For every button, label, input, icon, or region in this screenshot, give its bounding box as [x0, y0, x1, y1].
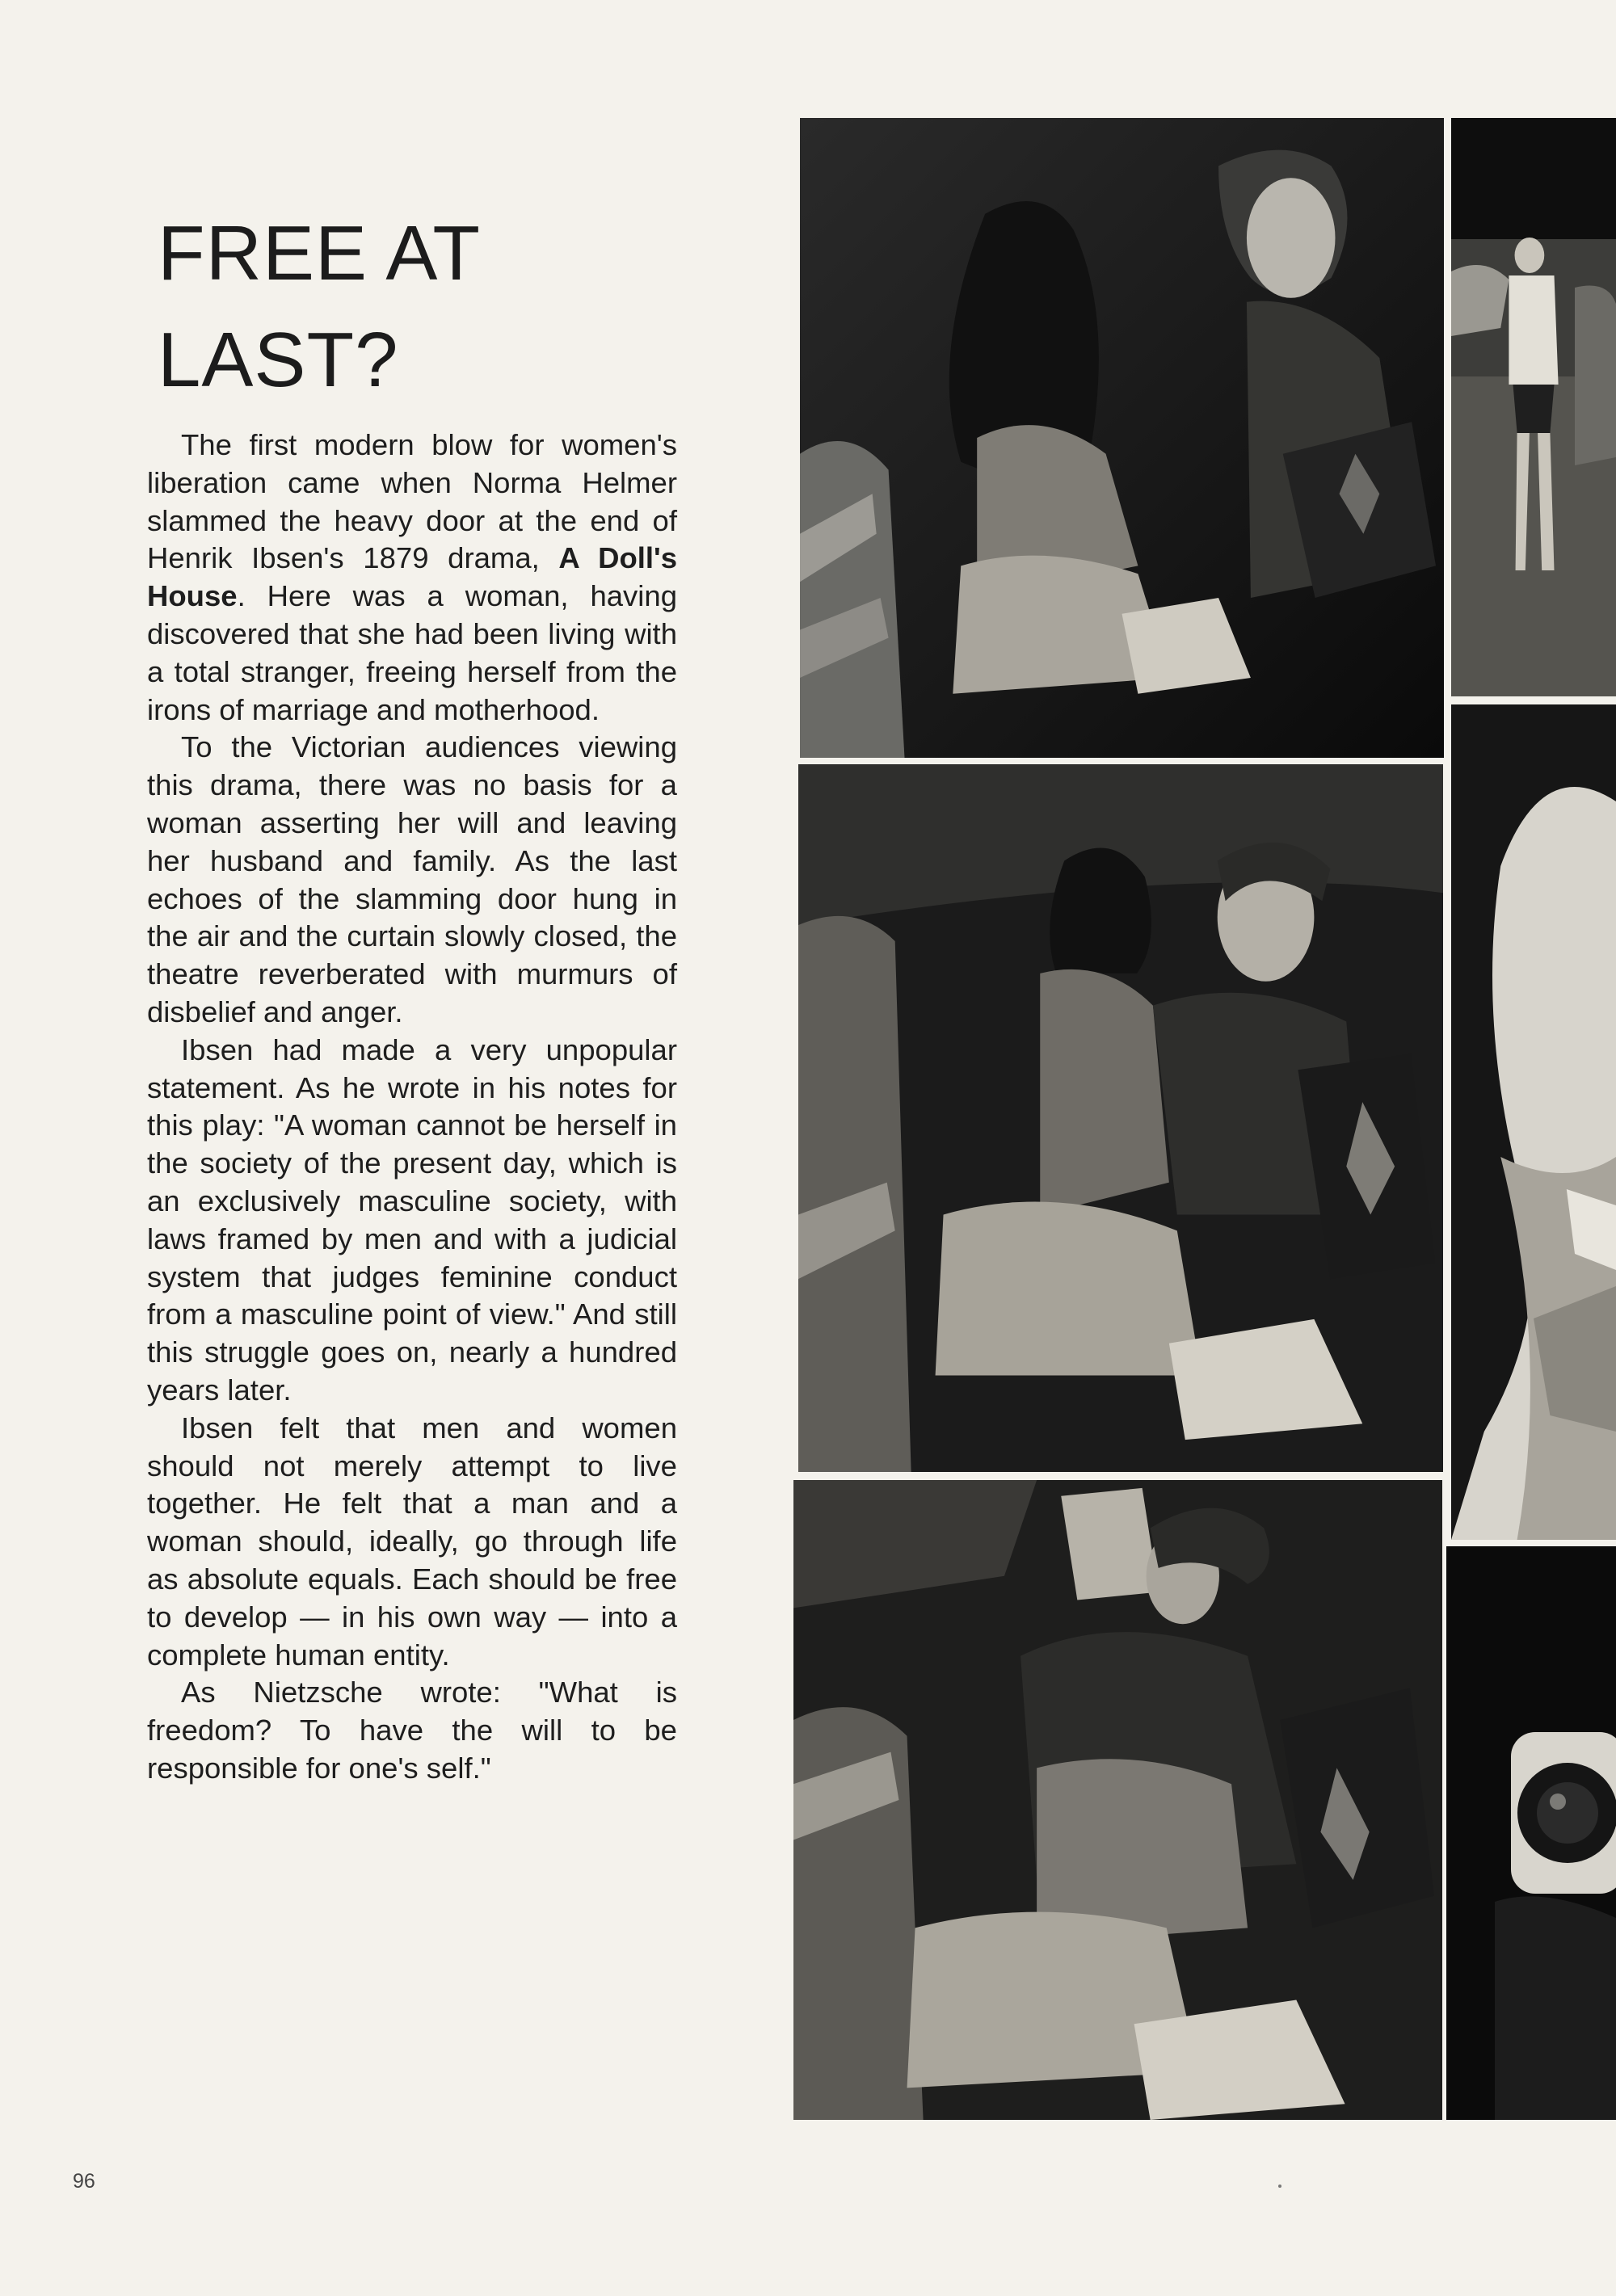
paragraph-text: The first modern blow for women's liberation came when Norma Helmer slammed the heavy door at the end of Henrik Ibsen's 1879 drama, — [147, 428, 677, 575]
headline-line-2: LAST? — [158, 317, 399, 403]
print-speck — [1278, 2185, 1281, 2188]
article-paragraph — [147, 427, 677, 729]
page-number: 96 — [73, 2170, 95, 2193]
photo-couple-2 — [798, 764, 1443, 1472]
paragraph-text: To the Victorian audiences viewing this drama, there was no basis for a woman asserting her will and leaving her husband and family. As the last echoes of the slamming door hung in the air and the curtain slowly closed, the theatre reverberated with murmurs of disbelief and anger. — [147, 730, 677, 1028]
headline-line-1: FREE AT — [158, 210, 481, 296]
photo-camera — [1446, 1546, 1616, 2120]
photo-couple-1 — [800, 118, 1444, 758]
article-paragraph — [147, 1032, 677, 1410]
article-paragraph — [147, 1674, 677, 1787]
headline — [158, 200, 610, 414]
article-body — [147, 427, 677, 1788]
article-paragraph — [147, 1410, 677, 1675]
paragraph-text: As Nietzsche wrote: "What is freedom? To have the will to be responsible for one's self." — [147, 1676, 677, 1785]
article-paragraph — [147, 729, 677, 1031]
play-title: A Doll's House — [147, 541, 678, 613]
paragraph-text: Ibsen had made a very unpopular statement. As he wrote in his notes for this play: "A woman cannot be herself in the society of the present day, which is an exclusively masculine society, with laws framed by men and with a judicial system that judges feminine conduct from a masculine point of view." And still this struggle goes on, nearly a hundred years later. — [147, 1032, 677, 1407]
photo-runners — [1451, 118, 1616, 696]
photo-hair-closeup — [1451, 704, 1616, 1540]
photo-couple-3 — [793, 1480, 1442, 2120]
paragraph-text: . Here was a woman, having discovered that she had been living with a total stranger, freeing herself from the irons of marriage and motherhood. — [147, 579, 677, 726]
paragraph-text: Ibsen felt that men and women should not merely attempt to live together. He felt that a man and a woman should, ideally, go through life as absolute equals. Each should be free to develop — in his own way — into a complete human entity. — [147, 1411, 677, 1672]
